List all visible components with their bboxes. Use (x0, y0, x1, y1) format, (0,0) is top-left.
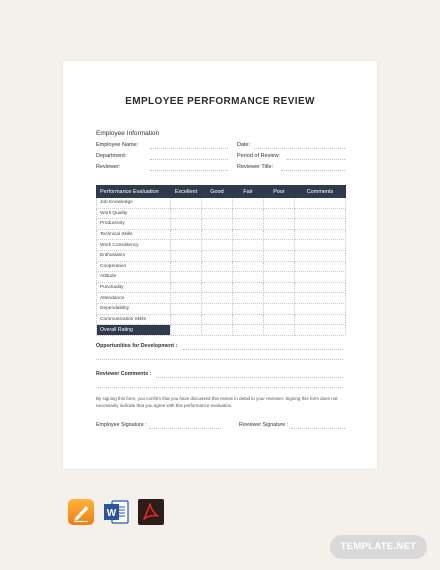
opportunities-line-2 (96, 359, 343, 360)
table-row (97, 198, 346, 209)
rating-cell[interactable] (295, 282, 346, 293)
rating-cell[interactable] (202, 272, 233, 283)
rating-cell[interactable] (233, 293, 264, 304)
rating-cell[interactable] (171, 325, 202, 336)
table-header-row (97, 186, 346, 198)
rating-cell[interactable] (202, 250, 233, 261)
criterion-label: Work Consistency (97, 240, 171, 251)
rating-cell[interactable] (202, 240, 233, 251)
table-row (97, 261, 346, 272)
rating-cell[interactable] (202, 208, 233, 219)
department-field (96, 153, 126, 159)
rating-cell[interactable] (264, 303, 295, 314)
rating-cell[interactable] (295, 208, 346, 219)
table-row (97, 250, 346, 261)
rating-cell[interactable] (202, 314, 233, 325)
header-good: Good (202, 186, 233, 198)
rating-cell[interactable] (233, 208, 264, 219)
reviewer-signature-field (239, 422, 288, 428)
rating-cell[interactable] (233, 325, 264, 336)
table-row (97, 282, 346, 293)
rating-cell[interactable] (264, 272, 295, 283)
reviewer-line (150, 170, 228, 171)
department-label: Department: (96, 153, 127, 159)
word-icon[interactable] (103, 499, 129, 525)
rating-cell[interactable] (233, 240, 264, 251)
date-field (237, 142, 250, 148)
rating-cell[interactable] (264, 219, 295, 230)
template-net-badge[interactable]: TEMPLATE.NET (330, 535, 427, 559)
rating-cell[interactable] (295, 229, 346, 240)
rating-cell[interactable] (295, 325, 346, 336)
rating-cell[interactable] (264, 261, 295, 272)
rating-cell[interactable] (295, 272, 346, 283)
rating-cell[interactable] (295, 219, 346, 230)
reviewer-signature-line (291, 428, 345, 429)
rating-cell[interactable] (295, 293, 346, 304)
criterion-label: Technical Skills (97, 229, 171, 240)
rating-cell[interactable] (233, 314, 264, 325)
disclaimer-text: By signing this form, you confirm that you have discussed this review in detail to your reviewer. Signing this form does not necessarily indicate that you agree with this performance evaluation. (96, 396, 338, 408)
acrobat-icon[interactable] (138, 499, 164, 525)
criterion-label: Work Quality (97, 208, 171, 219)
rating-cell[interactable] (233, 250, 264, 261)
rating-cell[interactable] (295, 240, 346, 251)
criterion-label: Productivity (97, 219, 171, 230)
rating-cell[interactable] (171, 219, 202, 230)
table-row (97, 293, 346, 304)
rating-cell[interactable] (233, 303, 264, 314)
employee-signature-field (96, 422, 147, 428)
rating-cell[interactable] (171, 303, 202, 314)
rating-cell[interactable] (202, 325, 233, 336)
form-title: EMPLOYEE PERFORMANCE REVIEW (125, 96, 315, 107)
reviewer-comments-label: Reviewer Comments : (96, 371, 152, 377)
opportunities-line-1 (183, 349, 343, 350)
rating-cell[interactable] (202, 198, 233, 209)
reviewer-field (96, 164, 120, 170)
rating-cell[interactable] (264, 240, 295, 251)
rating-cell[interactable] (171, 293, 202, 304)
date-label: Date: (237, 142, 251, 148)
reviewer-signature-label: Reviewer Signature : (239, 422, 289, 428)
rating-cell[interactable] (233, 229, 264, 240)
header-poor: Poor (264, 186, 295, 198)
reviewer-title-field (237, 164, 273, 170)
department-line (150, 159, 228, 160)
rating-cell[interactable] (202, 303, 233, 314)
word-icon-letter: W (106, 508, 117, 519)
criterion-label: Dependability (97, 303, 171, 314)
overall-rating-row (97, 325, 346, 336)
rating-cell[interactable] (295, 314, 346, 325)
rating-cell[interactable] (233, 219, 264, 230)
rating-cell[interactable] (233, 198, 264, 209)
header-fair: Fair (233, 186, 264, 198)
rating-cell[interactable] (171, 261, 202, 272)
employee-info-heading: Employee Information (96, 130, 160, 137)
rating-cell[interactable] (171, 208, 202, 219)
rating-cell[interactable] (202, 293, 233, 304)
criterion-label: Overall Rating (97, 325, 171, 336)
reviewer-title-label: Reviewer Title: (237, 164, 274, 170)
rating-cell[interactable] (295, 261, 346, 272)
form-page (63, 61, 377, 469)
rating-cell[interactable] (171, 198, 202, 209)
employee-name-field (96, 142, 138, 148)
criterion-label: Cooperation (97, 261, 171, 272)
criterion-label: Attendance (97, 293, 171, 304)
reviewer-title-line (281, 170, 345, 171)
period-of-review-line (287, 159, 345, 160)
rating-cell[interactable] (264, 282, 295, 293)
evaluation-table (96, 185, 346, 336)
table-row (97, 314, 346, 325)
rating-cell[interactable] (171, 250, 202, 261)
rating-cell[interactable] (171, 272, 202, 283)
rating-cell[interactable] (295, 303, 346, 314)
table-row (97, 229, 346, 240)
date-line (254, 148, 345, 149)
table-row (97, 303, 346, 314)
table-row (97, 272, 346, 283)
criterion-label: Attitude (97, 272, 171, 283)
criterion-label: Punctuality (97, 282, 171, 293)
rating-cell[interactable] (264, 250, 295, 261)
employee-signature-line (149, 428, 221, 429)
rating-cell[interactable] (264, 325, 295, 336)
rating-cell[interactable] (171, 240, 202, 251)
employee-name-line (150, 148, 228, 149)
rating-cell[interactable] (233, 282, 264, 293)
rating-cell[interactable] (202, 219, 233, 230)
rating-cell[interactable] (171, 229, 202, 240)
pages-icon[interactable] (68, 499, 94, 525)
rating-cell[interactable] (264, 229, 295, 240)
comments-line-2 (96, 387, 343, 388)
criterion-label: Job Knowledge (97, 198, 171, 209)
rating-cell[interactable] (264, 314, 295, 325)
rating-cell[interactable] (233, 261, 264, 272)
header-excellent: Excellent (171, 186, 202, 198)
header-comments: Comments (295, 186, 346, 198)
employee-signature-label: Employee Signature : (96, 422, 147, 428)
opportunities-label: Opportunities for Development : (96, 343, 178, 349)
comments-line-1 (156, 377, 343, 378)
rating-cell[interactable] (202, 282, 233, 293)
rating-cell[interactable] (171, 282, 202, 293)
header-performance-evaluation: Performance Evaluation (97, 186, 171, 198)
table-row (97, 240, 346, 251)
rating-cell[interactable] (295, 250, 346, 261)
criterion-label: Communication Skills (97, 314, 171, 325)
table-row (97, 208, 346, 219)
rating-cell[interactable] (264, 293, 295, 304)
rating-cell[interactable] (202, 229, 233, 240)
employee-name-label: Employee Name: (96, 142, 139, 148)
period-of-review-field (237, 153, 280, 159)
period-of-review-label: Period of Review: (237, 153, 281, 159)
reviewer-label: Reviewer: (96, 164, 121, 170)
rating-cell[interactable] (202, 261, 233, 272)
rating-cell[interactable] (295, 198, 346, 209)
rating-cell[interactable] (264, 208, 295, 219)
rating-cell[interactable] (171, 314, 202, 325)
rating-cell[interactable] (264, 198, 295, 209)
table-row (97, 219, 346, 230)
criterion-label: Enthusiasm (97, 250, 171, 261)
rating-cell[interactable] (233, 272, 264, 283)
